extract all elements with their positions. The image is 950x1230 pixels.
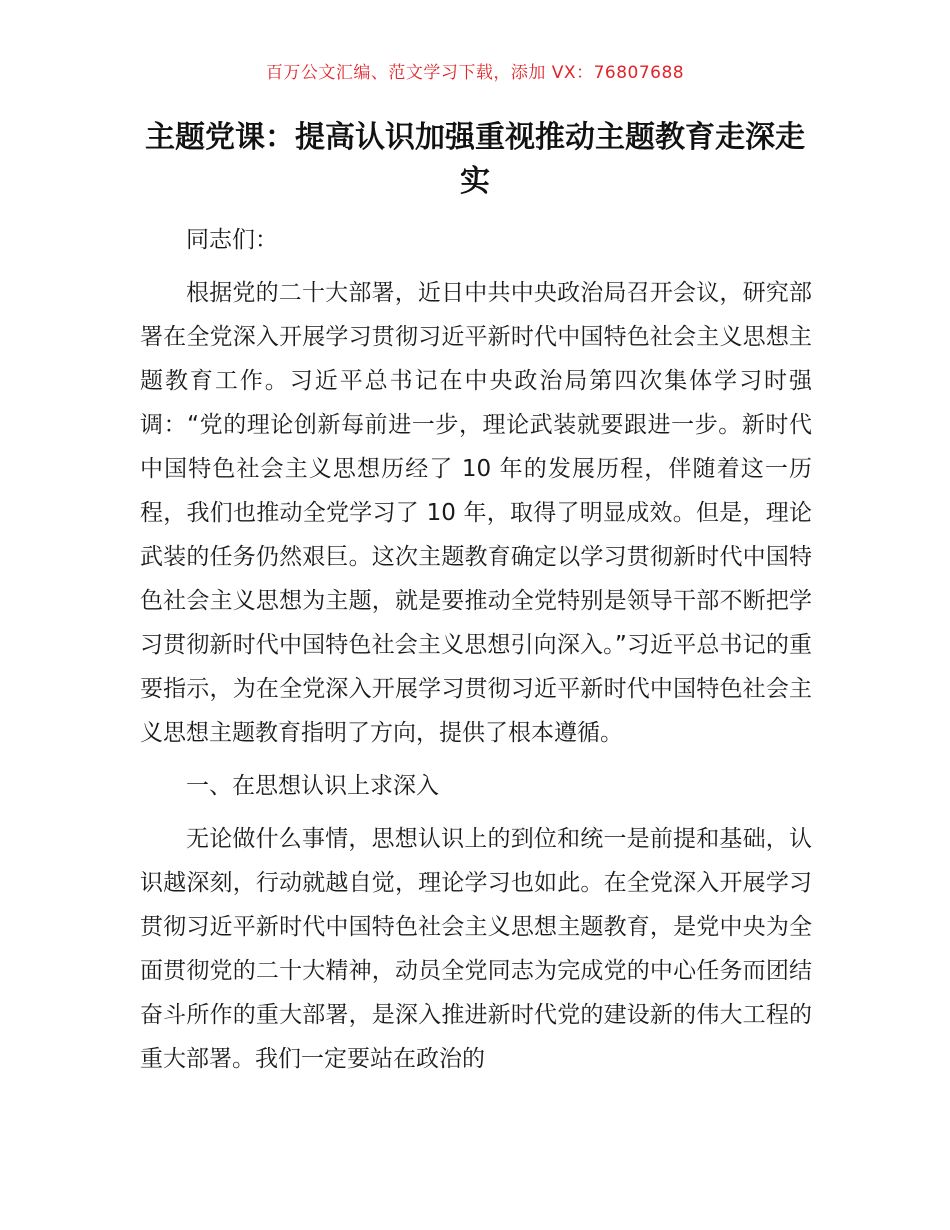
paragraph: 无论做什么事情，思想认识上的到位和统一是前提和基础，认识越深刻，行动就越自觉，理论学习也如此。在全党深入开展学习贯彻习近平新时代中国特色社会主义思想主题教育，是党中央为全面贯彻党的二十大精神，动员全党同志为完成党的中心任务而团结奋斗所作的重大部署，是深入推进新时代党的建设新的伟大工程的重大部署。我们一定要站在政治的 (140, 826, 812, 1072)
document-title: 主题党课：提高认识加强重视推动主题教育走深走实 (145, 120, 805, 199)
salutation: 同志们： (186, 227, 278, 253)
document-body (140, 218, 812, 1090)
header-notice: 百万公文汇编、范文学习下载，添加 VX：76807688 (265, 63, 685, 83)
section-heading: 一、在思想认识上求深入 (186, 773, 439, 799)
paragraph: 根据党的二十大部署，近日中共中央政治局召开会议，研究部署在全党深入开展学习贯彻习近平新时代中国特色社会主义思想主题教育工作。习近平总书记在中央政治局第四次集体学习时强调：“党的理论创新每前进一步，理论武装就要跟进一步。新时代中国特色社会主义思想历经了 10 年的发展历程，伴随着这一历程，我们也推动全党学习了 10 年，取得了明显成效。但是，理论武装的任务仍然艰巨。这次主题教育确定以学习贯彻新时代中国特色社会主义思想为主题，就是要推动全党特别是领导干部不断把学习贯彻新时代中国特色社会主义思想引向深入。”习近平总书记的重要指示，为在全党深入开展学习贯彻习近平新时代中国特色社会主义思想主题教育指明了方向，提供了根本遵循。 (140, 280, 812, 746)
